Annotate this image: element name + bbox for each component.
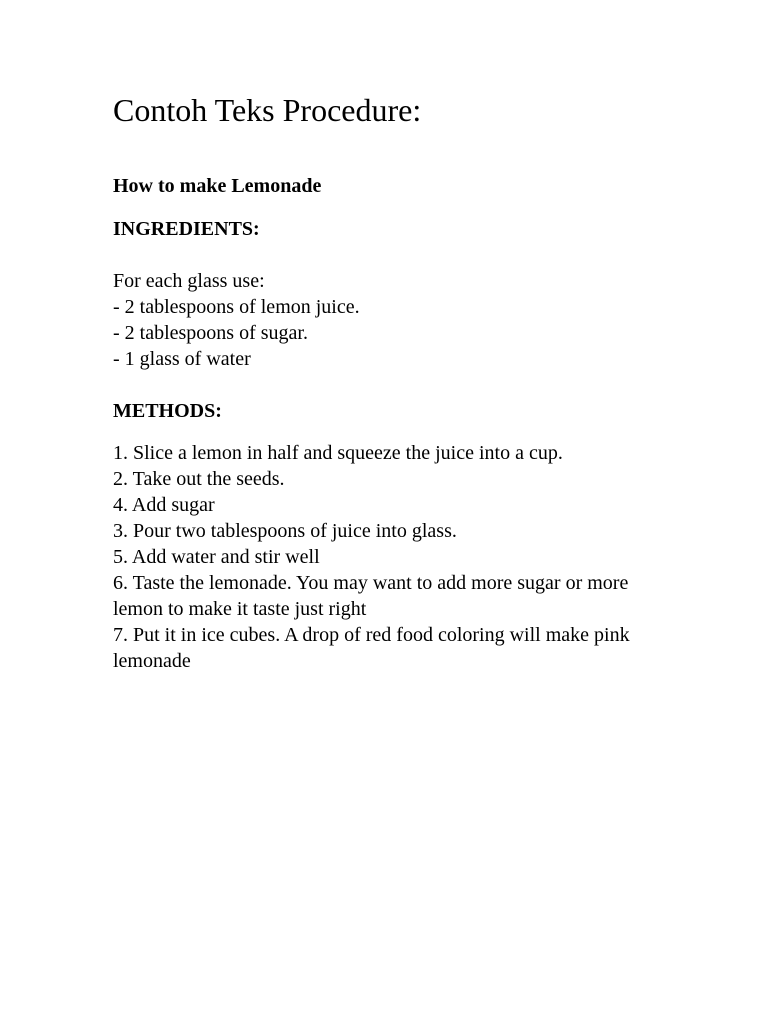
method-step: 3. Pour two tablespoons of juice into glass. [113,520,457,542]
ingredients-list [113,294,713,372]
ingredient-item: - 2 tablespoons of sugar. [113,322,308,344]
ingredient-item: - 2 tablespoons of lemon juice. [113,296,360,318]
ingredients-intro: For each glass use: [113,270,265,292]
method-step: 7. Put it in ice cubes. A drop of red food coloring will make pink lemonade [113,624,630,672]
method-step: 1. Slice a lemon in half and squeeze the juice into a cup. [113,442,563,464]
methods-list [113,440,673,674]
ingredients-heading: INGREDIENTS: [113,218,260,240]
method-step: 5. Add water and stir well [113,546,320,568]
methods-heading: METHODS: [113,400,222,422]
recipe-title: How to make Lemonade [113,175,322,197]
document-content [113,88,713,674]
method-step: 6. Taste the lemonade. You may want to add more sugar or more lemon to make it taste just right [113,572,629,620]
page-title: Contoh Teks Procedure: [113,92,422,128]
method-step: 4. Add sugar [113,494,215,516]
method-step: 2. Take out the seeds. [113,468,285,490]
ingredient-item: - 1 glass of water [113,348,251,370]
